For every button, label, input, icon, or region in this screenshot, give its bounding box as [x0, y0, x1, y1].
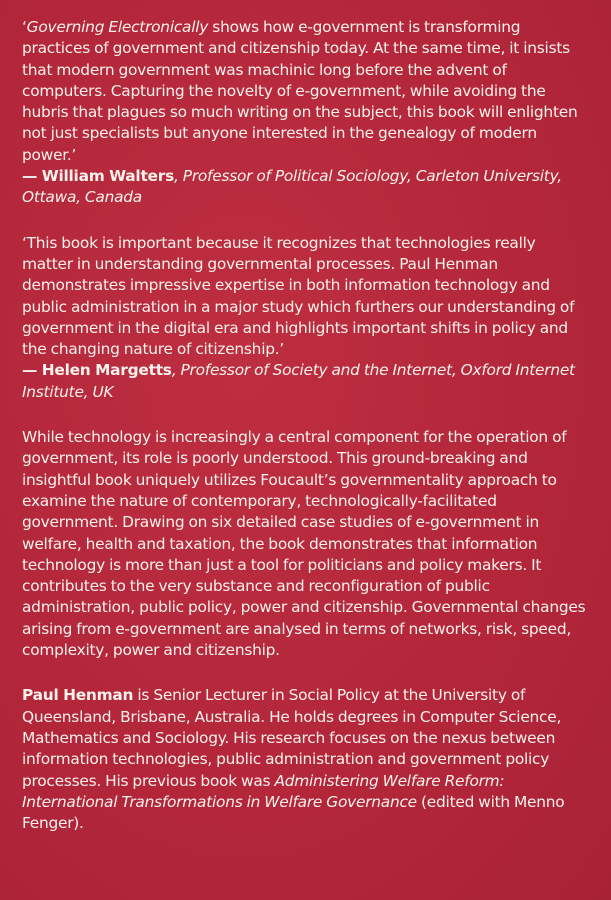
endorser-name: — Helen Margetts: [22, 361, 172, 380]
endorser-role: , Professor of Political Sociology, Carleton University, Ottawa, Canada: [22, 167, 562, 207]
endorsement-margetts: [22, 233, 587, 403]
open-quote: ‘: [22, 18, 27, 36]
bio-text: [22, 685, 587, 834]
book-title: Governing Electronically: [26, 18, 209, 36]
book-description: [22, 427, 587, 661]
endorser-name: — William Walters: [22, 167, 174, 186]
description-text: While technology is increasingly a central component for the operation of government, its role is poorly understood. This ground-breaking and insightful book uniquely utilizes Foucault’s governmentality approach to examine the nature of contemporary, technologically-facilitated government. Drawing on six detailed case studies of e-government in welfare, health and taxation, the book demonstrates that information technology is more than just a tool for politicians and policy makers. It contributes to the very substance and reconfiguration of public administration, public policy, power and citizenship. Governmental changes arising from e-government are analysed in terms of networks, risk, speed, complexity, power and citizenship.: [22, 428, 586, 660]
endorsement-quote: ‘This book is important because it recognizes that technologies really matter in understanding governmental processes. Paul Henman demonstrates impressive expertise in both information technology and public administration in a major study which furthers our understanding of government in the digital era and highlights important shifts in policy and the changing nature of citizenship.’: [22, 233, 575, 359]
author-bio: [22, 685, 587, 834]
author-name: Paul Henman: [22, 686, 134, 705]
endorsement-text: shows how e-government is transforming practices of government and citizenship today. At the same time, it insists that modern government was machinic long before the advent of computers. Capturing the novelty of e-government, while avoiding the hubris that plagues so much writing on the subject, this book will enlighten not just specialists but anyone interested in the genealogy of modern power.’: [22, 18, 578, 164]
bio-body: is Senior Lecturer in Social Policy at the University of Queensland, Brisbane, Australia. He holds degrees in Computer Science, Mathematics and Sociology. His research focuses on the nexus between information technologies, public administration and government policy processes. His previous book was: [22, 686, 562, 790]
previous-book-title: Administering Welfare Reform: International Transformations in Welfare Governance: [22, 771, 505, 811]
endorsement-walters: [22, 17, 587, 209]
endorsement-attribution: [22, 360, 587, 403]
endorsement-quote: [22, 17, 587, 166]
bio-tail: (edited with Menno Fenger).: [22, 792, 565, 833]
endorsement-attribution: [22, 166, 587, 209]
endorser-role: , Professor of Society and the Internet, Oxford Internet Institute, UK: [22, 361, 575, 401]
